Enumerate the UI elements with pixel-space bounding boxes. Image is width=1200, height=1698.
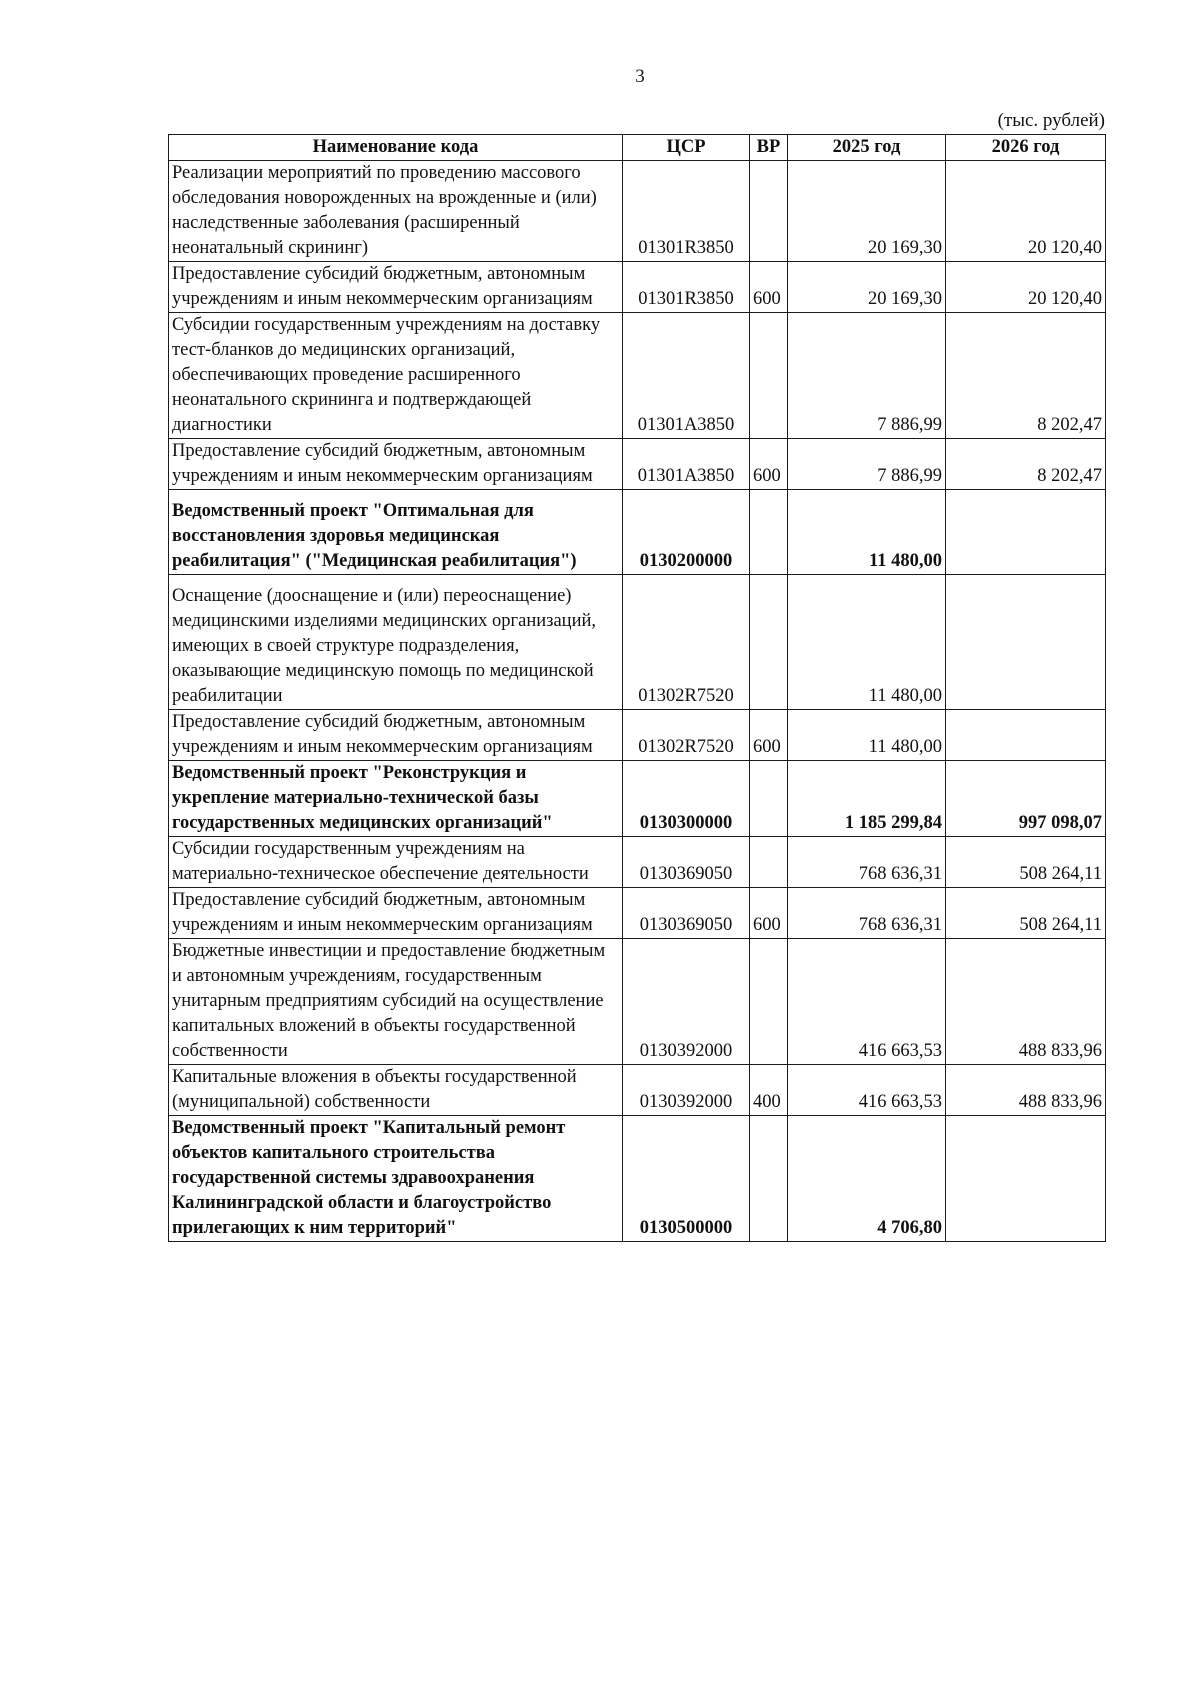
row-csr: 0130392000: [623, 1065, 750, 1116]
table-row: [169, 575, 1106, 710]
row-vr: [750, 490, 788, 575]
table-row: [169, 837, 1106, 888]
row-2026: [946, 710, 1106, 761]
row-name: Ведомственный проект "Капитальный ремонт объектов капитального строительства государственной системы здравоохранения Калининградской области и благоустройство прилегающих к ним территорий": [169, 1116, 623, 1242]
row-csr: 0130300000: [623, 761, 750, 837]
row-vr: [750, 837, 788, 888]
row-vr: [750, 161, 788, 262]
row-vr: 600: [750, 439, 788, 490]
row-2026: 508 264,11: [946, 837, 1106, 888]
page-number: 3: [635, 66, 645, 87]
row-2026: [946, 490, 1106, 575]
row-vr: 600: [750, 888, 788, 939]
table-row: [169, 439, 1106, 490]
table-row: [169, 1065, 1106, 1116]
row-csr: 0130369050: [623, 837, 750, 888]
row-name: Капитальные вложения в объекты государственной (муниципальной) собственности: [169, 1065, 623, 1116]
row-name: Субсидии государственным учреждениям на доставку тест-бланков до медицинских организаций, обеспечивающих проведение расширенного неонатального скрининга и подтверждающей диагностики: [169, 313, 623, 439]
row-2025: 768 636,31: [788, 888, 946, 939]
row-name: Ведомственный проект "Оптимальная для восстановления здоровья медицинская реабилитация" ("Медицинская реабилитация"): [169, 490, 623, 575]
row-2026: 20 120,40: [946, 161, 1106, 262]
row-2025: 4 706,80: [788, 1116, 946, 1242]
header-vr: ВР: [750, 135, 788, 161]
row-2026: [946, 1116, 1106, 1242]
row-2026: 997 098,07: [946, 761, 1106, 837]
table-row-project: [169, 761, 1106, 837]
row-name: Предоставление субсидий бюджетным, автономным учреждениям и иным некоммерческим организациям: [169, 888, 623, 939]
table-row: [169, 262, 1106, 313]
header-2025: 2025 год: [788, 135, 946, 161]
table-row-project: [169, 1116, 1106, 1242]
row-csr: 01301R3850: [623, 262, 750, 313]
row-vr: 600: [750, 262, 788, 313]
row-2025: 7 886,99: [788, 313, 946, 439]
row-csr: 0130500000: [623, 1116, 750, 1242]
row-2026: 20 120,40: [946, 262, 1106, 313]
row-2025: 1 185 299,84: [788, 761, 946, 837]
row-csr: 0130392000: [623, 939, 750, 1065]
row-vr: 600: [750, 710, 788, 761]
row-vr: [750, 575, 788, 710]
row-2025: 20 169,30: [788, 161, 946, 262]
row-name: Ведомственный проект "Реконструкция и укрепление материально-технической базы государственных медицинских организаций": [169, 761, 623, 837]
row-2025: 416 663,53: [788, 1065, 946, 1116]
row-csr: 01301А3850: [623, 313, 750, 439]
row-name: Предоставление субсидий бюджетным, автономным учреждениям и иным некоммерческим организациям: [169, 262, 623, 313]
row-2025: 11 480,00: [788, 575, 946, 710]
row-vr: [750, 939, 788, 1065]
table-row: [169, 161, 1106, 262]
row-csr: 01301А3850: [623, 439, 750, 490]
table-row: [169, 710, 1106, 761]
header-name: Наименование кода: [169, 135, 623, 161]
row-csr: 0130200000: [623, 490, 750, 575]
row-2026: 8 202,47: [946, 439, 1106, 490]
row-2025: 768 636,31: [788, 837, 946, 888]
row-2025: 11 480,00: [788, 710, 946, 761]
row-2025: 20 169,30: [788, 262, 946, 313]
row-name: Предоставление субсидий бюджетным, автономным учреждениям и иным некоммерческим организациям: [169, 710, 623, 761]
row-2026: [946, 575, 1106, 710]
row-2025: 11 480,00: [788, 490, 946, 575]
row-2026: 488 833,96: [946, 939, 1106, 1065]
table-row-project: [169, 490, 1106, 575]
row-csr: 0130369050: [623, 888, 750, 939]
row-2026: 488 833,96: [946, 1065, 1106, 1116]
row-vr: [750, 313, 788, 439]
row-name: Предоставление субсидий бюджетным, автономным учреждениям и иным некоммерческим организациям: [169, 439, 623, 490]
units-label: (тыс. рублей): [997, 110, 1105, 131]
table-row: [169, 888, 1106, 939]
row-2025: 7 886,99: [788, 439, 946, 490]
row-name: Реализации мероприятий по проведению массового обследования новорожденных на врожденные и (или) наследственные заболевания (расширенный неонатальный скрининг): [169, 161, 623, 262]
row-vr: [750, 1116, 788, 1242]
row-2025: 416 663,53: [788, 939, 946, 1065]
row-csr: 01302R7520: [623, 575, 750, 710]
row-2026: 508 264,11: [946, 888, 1106, 939]
row-name: Оснащение (дооснащение и (или) переоснащение) медицинскими изделиями медицинских организаций, имеющих в своей структуре подразделения, оказывающие медицинскую помощь по медицинской реабилитации: [169, 575, 623, 710]
row-csr: 01301R3850: [623, 161, 750, 262]
table-row: [169, 313, 1106, 439]
budget-table: [168, 134, 1106, 1242]
header-csr: ЦСР: [623, 135, 750, 161]
row-2026: 8 202,47: [946, 313, 1106, 439]
header-2026: 2026 год: [946, 135, 1106, 161]
row-vr: 400: [750, 1065, 788, 1116]
row-vr: [750, 761, 788, 837]
table-header-row: [169, 135, 1106, 161]
row-name: Бюджетные инвестиции и предоставление бюджетным и автономным учреждениям, государственным унитарным предприятиям субсидий на осуществление капитальных вложений в объекты государственной собственности: [169, 939, 623, 1065]
row-csr: 01302R7520: [623, 710, 750, 761]
table-row: [169, 939, 1106, 1065]
row-name: Субсидии государственным учреждениям на материально-техническое обеспечение деятельности: [169, 837, 623, 888]
